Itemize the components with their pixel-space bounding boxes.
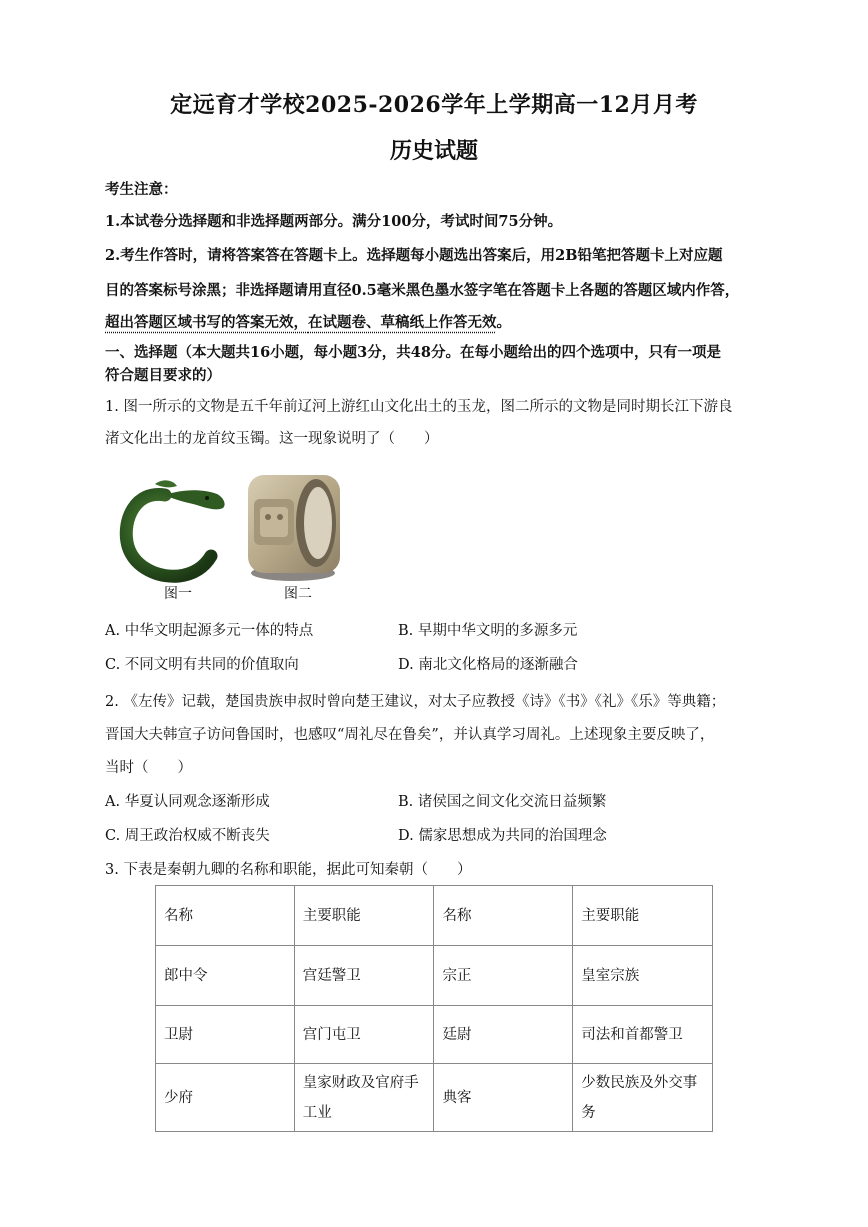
exam-title: 定远育才学校2025-2026学年上学期高一12月月考 bbox=[170, 92, 698, 118]
section-heading-line-1: 一、选择题（本大题共16小题，每小题3分，共48分。在每小题给出的四个选项中，只有一项是 bbox=[105, 344, 721, 361]
table-header-row bbox=[156, 886, 713, 946]
jade-dragon-image bbox=[105, 470, 233, 585]
table-cell: 卫尉 bbox=[156, 1006, 295, 1064]
section-heading-line-2: 符合题目要求的） bbox=[105, 367, 221, 384]
table-cell: 郎中令 bbox=[156, 946, 295, 1006]
table-row bbox=[156, 946, 713, 1006]
question-1-stem-line-2: 渚文化出土的龙首纹玉镯。这一现象说明了（ ） bbox=[105, 431, 439, 447]
question-2-option-d: D. 儒家思想成为共同的治国理念 bbox=[398, 828, 607, 844]
notice-period: 。 bbox=[496, 314, 511, 331]
table-cell: 典客 bbox=[434, 1064, 573, 1132]
exam-subtitle: 历史试题 bbox=[389, 138, 478, 164]
notice-item-2-line-1: 2.考生作答时，请将答案答在答题卡上。选择题每小题选出答案后，用2B铅笔把答题卡上对应题 bbox=[105, 247, 723, 264]
question-1-option-d: D. 南北文化格局的逐渐融合 bbox=[398, 657, 578, 673]
table-row bbox=[156, 1006, 713, 1064]
notice-item-2-line-2: 目的答案标号涂黑；非选择题请用直径0.5毫米黑色墨水签字笔在答题卡上各题的答题区域内作答， bbox=[105, 282, 740, 299]
question-1-option-a: A. 中华文明起源多元一体的特点 bbox=[105, 623, 314, 639]
notice-emphasis-2: 在试题卷、草稿纸上作答无效 bbox=[308, 314, 497, 331]
question-2-stem-line-2: 晋国大夫韩宣子访问鲁国时，也感叹“周礼尽在鲁矣”，并认真学习周礼。上述现象主要反映了， bbox=[105, 727, 715, 743]
table-cell: 少数民族及外交事务 bbox=[573, 1064, 713, 1132]
question-2-stem-line-1: 2. 《左传》记载，楚国贵族申叔时曾向楚王建议，对太子应教授《诗》《书》《礼》《乐》等典籍； bbox=[105, 694, 726, 710]
question-2-option-c: C. 周王政治权威不断丧失 bbox=[105, 828, 270, 844]
figure-2-caption: 图二 bbox=[284, 586, 312, 602]
notice-heading: 考生注意： bbox=[105, 181, 178, 198]
table-cell: 皇家财政及官府手工业 bbox=[294, 1064, 434, 1132]
question-3-stem: 3. 下表是秦朝九卿的名称和职能，据此可知秦朝（ ） bbox=[105, 862, 472, 878]
nine-ministers-table bbox=[155, 885, 713, 1132]
table-row bbox=[156, 1064, 713, 1132]
table-cell: 宫门屯卫 bbox=[294, 1006, 434, 1064]
figure-1-caption: 图一 bbox=[164, 586, 192, 602]
notice-item-2-line-3 bbox=[105, 313, 770, 333]
table-cell: 宗正 bbox=[434, 946, 573, 1006]
question-1-stem-line-1: 1. 图一所示的文物是五千年前辽河上游红山文化出土的玉龙，图二所示的文物是同时期长江下游良 bbox=[105, 399, 733, 415]
table-cell: 司法和首都警卫 bbox=[573, 1006, 713, 1064]
notice-item-1: 1.本试卷分选择题和非选择题两部分。满分100分，考试时间75分钟。 bbox=[105, 213, 563, 230]
table-cell: 宫廷警卫 bbox=[294, 946, 434, 1006]
question-1-option-b: B. 早期中华文明的多源多元 bbox=[398, 623, 578, 639]
table-header-cell: 名称 bbox=[156, 886, 295, 946]
notice-emphasis-1: 超出答题区域书写的答案无效， bbox=[105, 314, 308, 331]
table-header-cell: 主要职能 bbox=[294, 886, 434, 946]
table-cell: 廷尉 bbox=[434, 1006, 573, 1064]
table-cell: 皇室宗族 bbox=[573, 946, 713, 1006]
question-2-option-b: B. 诸侯国之间文化交流日益频繁 bbox=[398, 794, 607, 810]
question-2-stem-line-3: 当时（ ） bbox=[105, 760, 192, 776]
question-2-option-a: A. 华夏认同观念逐渐形成 bbox=[105, 794, 270, 810]
question-1-option-c: C. 不同文明有共同的价值取向 bbox=[105, 657, 299, 673]
jade-bracelet-image bbox=[238, 465, 348, 585]
table-header-cell: 主要职能 bbox=[573, 886, 713, 946]
table-cell: 少府 bbox=[156, 1064, 295, 1132]
table-header-cell: 名称 bbox=[434, 886, 573, 946]
